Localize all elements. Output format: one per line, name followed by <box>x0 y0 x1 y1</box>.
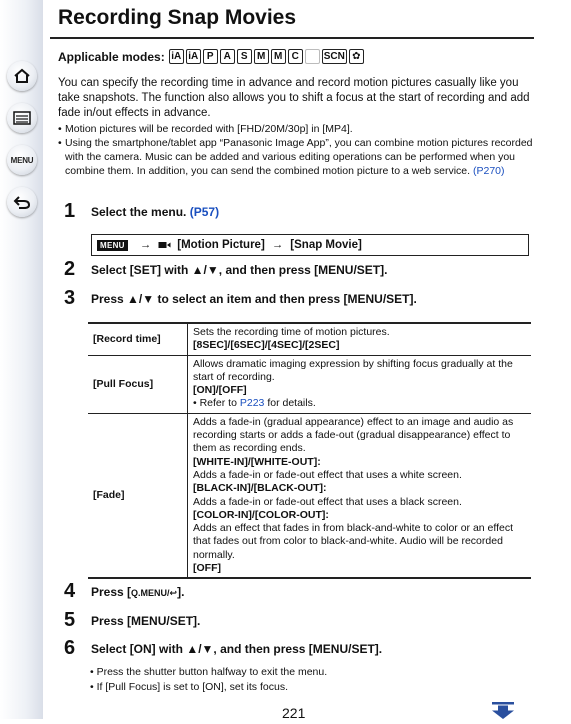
reference-text: for details. <box>264 397 316 410</box>
mode-scn-icon: SCN <box>323 51 345 62</box>
step-number: 6 <box>64 637 76 659</box>
step-instruction: Press ▲/▼ to select an item and then press [MENU/SET]. <box>91 291 417 306</box>
table-of-contents-icon <box>13 111 31 125</box>
step-number: 4 <box>64 580 76 602</box>
motion-picture-icon <box>158 240 171 250</box>
step-instruction: Press [MENU/SET]. <box>91 613 201 628</box>
option-label: [Fade] <box>88 413 188 578</box>
page-link[interactable]: P223 <box>239 397 265 410</box>
next-page-button[interactable] <box>490 702 516 724</box>
mode-creative-control-icon: ✿ <box>349 49 364 64</box>
page-title: Recording Snap Movies <box>58 6 297 29</box>
option-desc: Adds a fade-in or fade-out effect that uses a white screen. <box>193 468 462 481</box>
step-2 <box>64 258 387 281</box>
arrow: → <box>139 239 152 251</box>
option-desc: Adds a fade-in or fade-out effect that uses a black screen. <box>193 495 462 508</box>
menu-path <box>91 234 529 256</box>
mode-ia-plus-icon: iA <box>186 49 201 64</box>
option-desc: Sets the recording time of motion pictures. <box>193 326 390 338</box>
option-description <box>188 355 532 413</box>
applicable-modes <box>58 49 366 64</box>
step-text <box>91 205 219 219</box>
option-label: [Pull Focus] <box>88 355 188 413</box>
option-values: [ON]/[OFF] <box>193 384 247 397</box>
option-reference <box>193 397 527 410</box>
option-desc: Allows dramatic imaging expression by shifting focus gradually at the start of recording. <box>193 357 513 383</box>
option-label: [Record time] <box>88 323 188 355</box>
mode-s-icon: S <box>237 49 252 64</box>
mode-creative-movie-icon: M <box>271 49 286 64</box>
option-values: [BLACK-IN]/[BLACK-OUT]: <box>193 482 327 495</box>
step-instruction: Select [SET] with ▲/▼, and then press [MENU/SET]. <box>91 262 388 277</box>
note-item: • If [Pull Focus] is set to [ON], set its focus. <box>90 681 288 693</box>
intro-text: You can specify the recording time in advance and record motion pictures casually like you take snapshots. The function also allows you to shift a focus at the start of recording and add fade in/out effects in advance. <box>58 77 530 119</box>
home-icon <box>13 68 31 84</box>
intro-bullet: • Motion pictures will be recorded with [FHD/20M/30p] in [MP4]. <box>58 122 534 136</box>
step-instruction: Select the menu. <box>91 204 187 219</box>
step-number: 2 <box>64 258 76 280</box>
step-4 <box>64 580 184 603</box>
notes <box>90 665 327 695</box>
mode-panorama-icon <box>305 49 320 64</box>
intro-bullets <box>58 122 534 178</box>
menu-badge: MENU <box>97 240 128 251</box>
modes-label: Applicable modes: <box>58 49 165 64</box>
step-number: 5 <box>64 609 76 631</box>
step-number: 3 <box>64 287 76 309</box>
reference-text: • Refer to <box>193 397 240 410</box>
qmenu-key: Q.MENU/↩ <box>131 587 178 598</box>
step-number: 1 <box>64 200 76 222</box>
page-link[interactable]: (P270) <box>472 165 505 177</box>
options-table <box>88 322 531 579</box>
intro-bullet-text: Using the smartphone/tablet app “Panasonic Image App”, you can combine motion pictures recorded with the camera. Music can be added and various editing operations can be performed when you combine them. In addition, you can send the combined motion picture to a web service. <box>65 137 533 177</box>
home-button[interactable] <box>7 61 37 91</box>
option-description <box>188 413 532 578</box>
step-instruction <box>91 585 184 599</box>
step-3 <box>64 287 417 310</box>
menu-button[interactable] <box>7 145 37 175</box>
step-text: ]. <box>177 584 185 599</box>
step-1 <box>64 200 219 223</box>
table-row <box>88 323 531 355</box>
step-5 <box>64 609 200 632</box>
contents-button[interactable] <box>7 103 37 133</box>
option-values: [OFF] <box>193 562 221 575</box>
option-desc: Adds a fade-in (gradual appearance) effect to an image and audio as recording starts or adds a fade-out (gradual disappearance) effect to them as recording ends. <box>193 415 514 455</box>
option-values: [COLOR-IN]/[COLOR-OUT]: <box>193 508 329 521</box>
arrow: → <box>271 239 284 251</box>
step-text: Press [ <box>91 584 132 599</box>
back-button[interactable] <box>7 187 37 217</box>
option-values: [WHITE-IN]/[WHITE-OUT]: <box>193 455 321 468</box>
page-link[interactable]: (P57) <box>189 204 220 219</box>
intro-bullet <box>58 136 534 178</box>
menu-item: [Motion Picture] <box>177 239 265 251</box>
mode-ia-icon: iA <box>169 49 184 64</box>
next-page-arrow-icon <box>490 702 516 719</box>
option-desc: Adds an effect that fades in from black-and-white to color or an effect that fades out from color to black-and-white. Audio will be recorded normally. <box>193 522 514 561</box>
mode-c-icon: C <box>288 49 303 64</box>
mode-p-icon: P <box>203 49 218 64</box>
menu-item: [Snap Movie] <box>290 239 362 251</box>
table-row <box>88 413 531 578</box>
table-row <box>88 355 531 413</box>
sidebar <box>0 0 43 719</box>
title-divider <box>50 37 534 39</box>
back-arrow-icon <box>13 194 31 210</box>
option-values: [8SEC]/[6SEC]/[4SEC]/[2SEC] <box>193 339 340 352</box>
step-6 <box>64 637 382 660</box>
mode-a-icon: A <box>220 49 235 64</box>
menu-label: MENU <box>10 155 34 165</box>
mode-m-icon: M <box>254 49 269 64</box>
note-item: • Press the shutter button halfway to exit the menu. <box>90 666 328 678</box>
step-instruction: Select [ON] with ▲/▼, and then press [MENU/SET]. <box>91 641 383 656</box>
option-description <box>188 323 532 355</box>
page-number: 221 <box>282 705 306 721</box>
